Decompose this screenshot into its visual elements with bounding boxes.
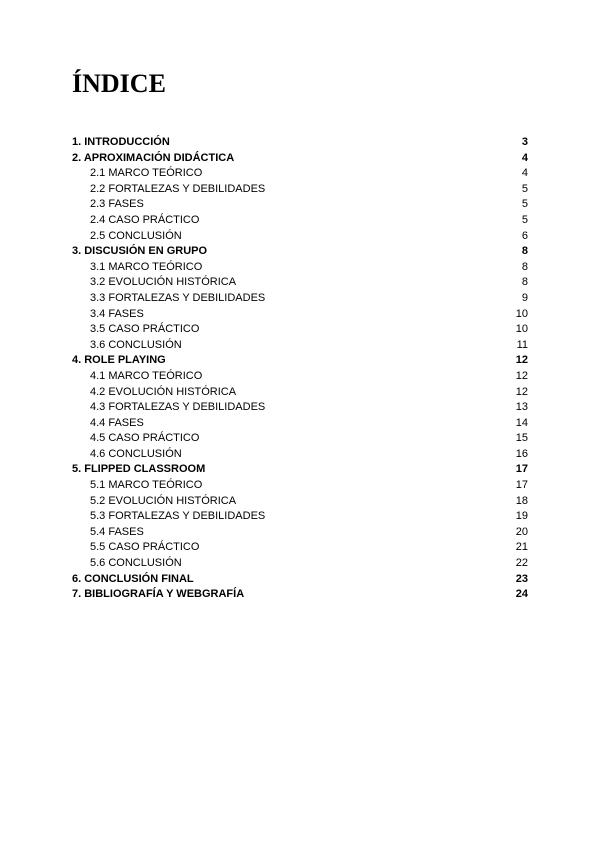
toc-entry[interactable]	[72, 166, 528, 182]
toc-entry-label: 3.6 CONCLUSIÓN	[90, 338, 182, 351]
toc-entry[interactable]	[72, 478, 528, 494]
toc-entry-label: 5.4 FASES	[90, 525, 144, 538]
toc-entry-label: 6. CONCLUSIÓN FINAL	[72, 572, 194, 585]
toc-entry[interactable]	[72, 322, 528, 338]
toc-entry[interactable]	[72, 587, 528, 603]
toc-entry-label: 3.4 FASES	[90, 307, 144, 320]
toc-entry-label: 3.1 MARCO TEÓRICO	[90, 260, 203, 273]
toc-entry[interactable]	[72, 369, 528, 385]
toc-entry-page-number: 11	[516, 338, 528, 351]
toc-entry[interactable]	[72, 229, 528, 245]
toc-entry-page-number: 4	[521, 151, 528, 164]
toc-entry-page-number: 12	[515, 354, 528, 367]
table-of-contents	[72, 135, 528, 603]
toc-entry-page-number: 8	[521, 245, 528, 258]
toc-entry-page-number: 12	[515, 369, 528, 382]
toc-entry-page-number: 16	[515, 447, 528, 460]
toc-entry[interactable]	[72, 197, 528, 213]
toc-entry[interactable]	[72, 260, 528, 276]
toc-entry[interactable]	[72, 182, 528, 198]
toc-entry[interactable]	[72, 353, 528, 369]
toc-entry-page-number: 10	[515, 323, 528, 336]
toc-entry-page-number: 21	[515, 541, 528, 554]
toc-entry-page-number: 14	[515, 416, 528, 429]
toc-entry-label: 5.3 FORTALEZAS Y DEBILIDADES	[90, 510, 266, 523]
toc-entry-label: 2.1 MARCO TEÓRICO	[90, 167, 203, 180]
toc-entry[interactable]	[72, 151, 528, 167]
toc-entry-page-number: 6	[521, 229, 528, 242]
toc-entry-page-number: 23	[515, 572, 528, 585]
toc-entry-label: 5.2 EVOLUCIÓN HISTÓRICA	[90, 494, 237, 507]
toc-entry[interactable]	[72, 135, 528, 151]
toc-entry[interactable]	[72, 338, 528, 354]
toc-entry-label: 2.2 FORTALEZAS Y DEBILIDADES	[90, 182, 266, 195]
toc-entry[interactable]	[72, 244, 528, 260]
toc-entry-label: 3.2 EVOLUCIÓN HISTÓRICA	[90, 276, 237, 289]
toc-entry-label: 1. INTRODUCCIÓN	[72, 136, 170, 148]
toc-entry-page-number: 5	[521, 182, 528, 195]
toc-entry-page-number: 15	[515, 432, 528, 445]
toc-entry-page-number: 9	[521, 291, 528, 304]
toc-entry-label: 7. BIBLIOGRAFÍA Y WEBGRAFÍA	[72, 588, 245, 601]
toc-entry-page-number: 17	[515, 479, 528, 492]
toc-entry-label: 2.4 CASO PRÁCTICO	[90, 213, 200, 226]
toc-entry[interactable]	[72, 291, 528, 307]
toc-entry[interactable]	[72, 525, 528, 541]
toc-entry-page-number: 13	[515, 401, 528, 414]
toc-entry-page-number: 4	[521, 167, 528, 180]
toc-entry-label: 5. FLIPPED CLASSROOM	[72, 463, 206, 476]
toc-entry-page-number: 19	[515, 510, 528, 523]
toc-entry-label: 4.4 FASES	[90, 416, 144, 429]
toc-entry-label: 4. ROLE PLAYING	[72, 354, 166, 367]
toc-entry-page-number: 8	[521, 260, 528, 273]
toc-entry-label: 2.3 FASES	[90, 198, 144, 211]
toc-entry-page-number: 17	[515, 463, 528, 476]
toc-entry[interactable]	[72, 400, 528, 416]
toc-entry[interactable]	[72, 462, 528, 478]
toc-entry-label: 2. APROXIMACIÓN DIDÁCTICA	[72, 151, 235, 164]
toc-entry-label: 5.6 CONCLUSIÓN	[90, 557, 182, 570]
toc-entry[interactable]	[72, 572, 528, 588]
toc-entry-page-number: 5	[521, 198, 528, 211]
toc-entry[interactable]	[72, 431, 528, 447]
toc-entry-label: 4.5 CASO PRÁCTICO	[90, 432, 200, 445]
toc-entry-label: 3. DISCUSIÓN EN GRUPO	[72, 245, 208, 258]
toc-entry-page-number: 24	[515, 588, 528, 601]
toc-entry-label: 4.3 FORTALEZAS Y DEBILIDADES	[90, 401, 266, 414]
toc-entry-label: 5.5 CASO PRÁCTICO	[90, 541, 200, 554]
toc-entry-label: 4.6 CONCLUSIÓN	[90, 447, 182, 460]
toc-entry[interactable]	[72, 385, 528, 401]
toc-entry-label: 3.3 FORTALEZAS Y DEBILIDADES	[90, 291, 266, 304]
toc-entry-label: 5.1 MARCO TEÓRICO	[90, 479, 203, 492]
toc-entry[interactable]	[72, 416, 528, 432]
toc-entry-label: 2.5 CONCLUSIÓN	[90, 229, 182, 242]
toc-entry-label: 3.5 CASO PRÁCTICO	[90, 323, 200, 336]
toc-entry[interactable]	[72, 447, 528, 463]
toc-entry-page-number: 8	[521, 276, 528, 289]
page-title: ÍNDICE	[72, 69, 166, 98]
toc-entry[interactable]	[72, 307, 528, 323]
toc-entry-page-number: 10	[515, 307, 528, 320]
toc-entry-page-number: 12	[515, 385, 528, 398]
toc-entry-page-number: 5	[521, 213, 528, 226]
toc-entry[interactable]	[72, 540, 528, 556]
toc-entry[interactable]	[72, 509, 528, 525]
toc-entry-page-number: 18	[515, 494, 528, 507]
toc-entry[interactable]	[72, 556, 528, 572]
toc-entry[interactable]	[72, 275, 528, 291]
toc-entry-label: 4.2 EVOLUCIÓN HISTÓRICA	[90, 385, 237, 398]
toc-entry-page-number: 20	[515, 525, 528, 538]
toc-entry-page-number: 22	[515, 557, 528, 570]
toc-entry[interactable]	[72, 494, 528, 510]
toc-entry-page-number: 3	[521, 136, 528, 148]
toc-entry[interactable]	[72, 213, 528, 229]
toc-entry-label: 4.1 MARCO TEÓRICO	[90, 369, 203, 382]
